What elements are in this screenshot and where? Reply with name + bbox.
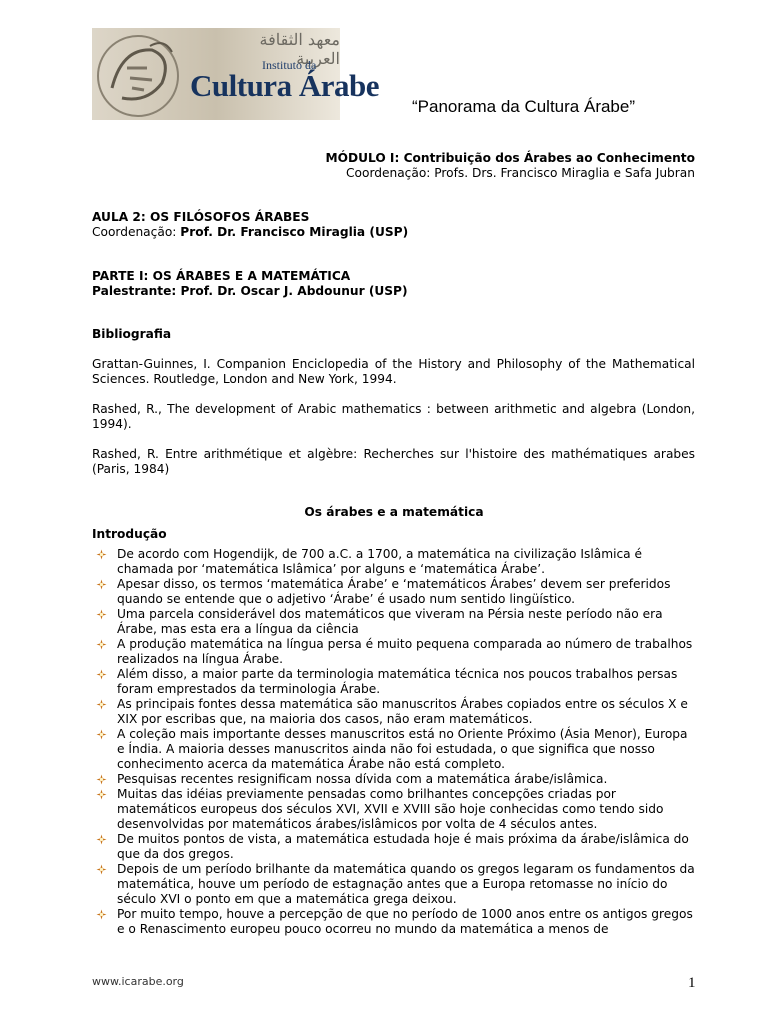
intro-bullet-item [96, 697, 696, 727]
ornament-icon [96, 834, 107, 845]
page-number: 1 [688, 975, 696, 991]
intro-bullet-item [96, 772, 696, 787]
module-heading: MÓDULO I: Contribuição dos Árabes ao Conhecimento [325, 151, 695, 165]
lesson-coordination-label: Coordenação: [92, 225, 181, 239]
logo-institute-text: Instituto da [262, 58, 317, 72]
intro-bullet-text: A produção matemática na língua persa é muito pequena comparada ao número de trabalhos realizados na língua Árabe. [117, 637, 693, 666]
logo-name-text: Cultura Árabe [190, 68, 379, 103]
intro-heading: Introdução [92, 527, 167, 541]
intro-bullet-text: As principais fontes dessa matemática são manuscritos Árabes copiados entre os séculos X e XIX por escribas que, na maioria dos casos, não eram matemáticos. [117, 697, 688, 726]
lesson-coordination-value: Prof. Dr. Francisco Miraglia (USP) [180, 225, 409, 239]
ornament-icon [96, 669, 107, 680]
intro-bullet-text: De muitos pontos de vista, a matemática estudada hoje é mais próxima da árabe/islâmica do que da dos gregos. [117, 832, 689, 861]
ornament-icon [96, 909, 107, 920]
document-title: “Panorama da Cultura Árabe” [412, 97, 636, 116]
intro-bullet-item [96, 727, 696, 772]
part-heading: PARTE I: OS ÁRABES E A MATEMÁTICA [92, 269, 351, 283]
intro-bullet-item [96, 907, 696, 937]
ornament-icon [96, 729, 107, 740]
ornament-icon [96, 639, 107, 650]
intro-bullet-item [96, 637, 696, 667]
bibliography-entry: Rashed, R. Entre arithmétique et algèbre: Recherches sur l'histoire des mathématiques arabes (Paris, 1984) [92, 447, 695, 476]
intro-bullet-text: De acordo com Hogendijk, de 700 a.C. a 1700, a matemática na civilização Islâmica é chamada por ‘matemática Islâmica’ por alguns e ‘matemática Árabe’. [117, 547, 642, 576]
intro-bullet-item [96, 832, 696, 862]
lesson-heading: AULA 2: OS FILÓSOFOS ÁRABES [92, 210, 310, 224]
ornament-icon [96, 864, 107, 875]
section-title: Os árabes e a matemática [304, 505, 484, 519]
bibliography-heading: Bibliografia [92, 327, 172, 341]
ornament-icon [96, 774, 107, 785]
logo-arabic-text: معهد الثقافة العربية [259, 30, 340, 68]
calligraphy-emblem-icon [92, 28, 192, 120]
intro-bullet-item [96, 787, 696, 832]
module-coordination: Coordenação: Profs. Drs. Francisco Miraglia e Safa Jubran [346, 166, 695, 180]
intro-bullet-text: Pesquisas recentes resignificam nossa dívida com a matemática árabe/islâmica. [117, 772, 608, 786]
bibliography-entry: Rashed, R., The development of Arabic mathematics : between arithmetic and algebra (London, 1994). [92, 402, 695, 431]
intro-bullet-text: Depois de um período brilhante da matemática quando os gregos legaram os fundamentos da matemática, houve um período de estagnação antes que a Europa retomasse no início do século XVI o ponto em que a matemática grega deixou. [117, 862, 695, 906]
intro-bullet-text: Por muito tempo, houve a percepção de que no período de 1000 anos entre os antigos gregos e o Renascimento europeu pouco ocorreu no mundo da matemática a menos de [117, 907, 693, 936]
intro-bullet-item [96, 577, 696, 607]
ornament-icon [96, 609, 107, 620]
intro-bullet-item [96, 547, 696, 577]
intro-bullet-text: A coleção mais importante desses manuscritos está no Oriente Próximo (Ásia Menor), Europa e Índia. A maioria desses manuscritos ainda não foi estudada, o que significa que nosso conhecimento acerca da matemática Árabe não está completo. [117, 727, 688, 771]
bibliography-entry: Grattan-Guinnes, I. Companion Enciclopedia of the History and Philosophy of the Mathematical Sciences. Routledge, London and New York, 1994. [92, 357, 695, 386]
lesson-coordination [92, 225, 408, 240]
part-speaker: Palestrante: Prof. Dr. Oscar J. Abdounur (USP) [92, 284, 408, 298]
ornament-icon [96, 549, 107, 560]
intro-bullet-list [96, 547, 696, 937]
intro-bullet-item [96, 667, 696, 697]
ornament-icon [96, 579, 107, 590]
institute-logo [92, 28, 379, 120]
intro-bullet-text: Uma parcela considerável dos matemáticos que viveram na Pérsia neste período não era Árabe, mas esta era a língua da ciência [117, 607, 663, 636]
intro-bullet-text: Apesar disso, os termos ‘matemática Árabe’ e ‘matemáticos Árabes’ devem ser preferidos quando se entende que o adjetivo ‘Árabe’ é usado num sentido lingüístico. [117, 577, 671, 606]
ornament-icon [96, 699, 107, 710]
footer-url[interactable]: www.icarabe.org [92, 975, 184, 988]
ornament-icon [96, 789, 107, 800]
intro-bullet-text: Muitas das idéias previamente pensadas como brilhantes concepções criadas por matemáticos europeus dos séculos XVI, XVII e XVIII são hoje conhecidas como tendo sido desenvolvidas por matemáticos árabes/islâmicos por volta de 4 séculos antes. [117, 787, 664, 831]
intro-bullet-text: Além disso, a maior parte da terminologia matemática técnica nos poucos trabalhos persas foram emprestados da terminologia Árabe. [117, 667, 678, 696]
intro-bullet-item [96, 607, 696, 637]
intro-bullet-item [96, 862, 696, 907]
